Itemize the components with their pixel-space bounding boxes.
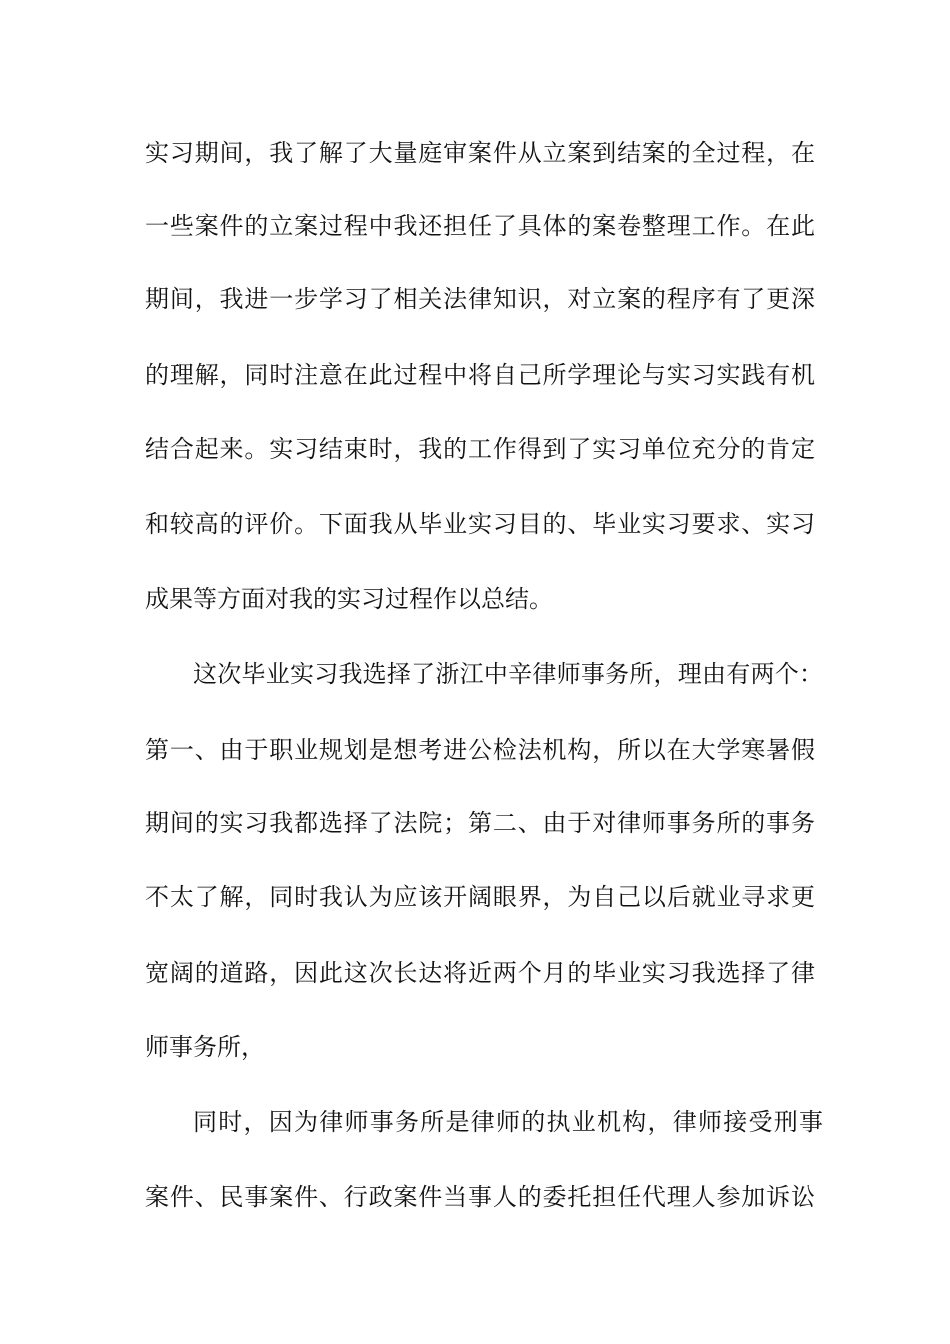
paragraph-1-line-4: 的理解，同时注意在此过程中将自己所学理论与实习实践有机: [145, 361, 815, 389]
paragraph-1-line-2: 一些案件的立案过程中我还担任了具体的案卷整理工作。在此: [145, 212, 815, 240]
paragraph-1-line-7: 成果等方面对我的实习过程作以总结。: [145, 585, 553, 613]
paragraph-1-line-1: 实习期间，我了解了大量庭审案件从立案到结案的全过程，在: [145, 139, 815, 167]
paragraph-3-line-2: 案件、民事案件、行政案件当事人的委托担任代理人参加诉讼: [145, 1183, 815, 1211]
paragraph-1-line-5: 结合起来。实习结束时，我的工作得到了实习单位充分的肯定: [145, 435, 815, 463]
paragraph-2-line-6: 师事务所，: [145, 1033, 265, 1061]
paragraph-2-line-1: 这次毕业实习我选择了浙江中辛律师事务所，理由有两个：: [193, 660, 823, 688]
paragraph-2-line-2: 第一、由于职业规划是想考进公检法机构，所以在大学寒暑假: [145, 736, 815, 764]
paragraph-2-line-5: 宽阔的道路，因此这次长达将近两个月的毕业实习我选择了律: [145, 959, 815, 987]
paragraph-1-line-6: 和较高的评价。下面我从毕业实习目的、毕业实习要求、实习: [145, 510, 815, 538]
paragraph-1-line-3: 期间，我进一步学习了相关法律知识，对立案的程序有了更深: [145, 285, 815, 313]
paragraph-3-line-1: 同时，因为律师事务所是律师的执业机构，律师接受刑事: [193, 1108, 823, 1136]
paragraph-2-line-4: 不太了解，同时我认为应该开阔眼界，为自己以后就业寻求更: [145, 883, 815, 911]
paragraph-2-line-3: 期间的实习我都选择了法院；第二、由于对律师事务所的事务: [145, 809, 815, 837]
